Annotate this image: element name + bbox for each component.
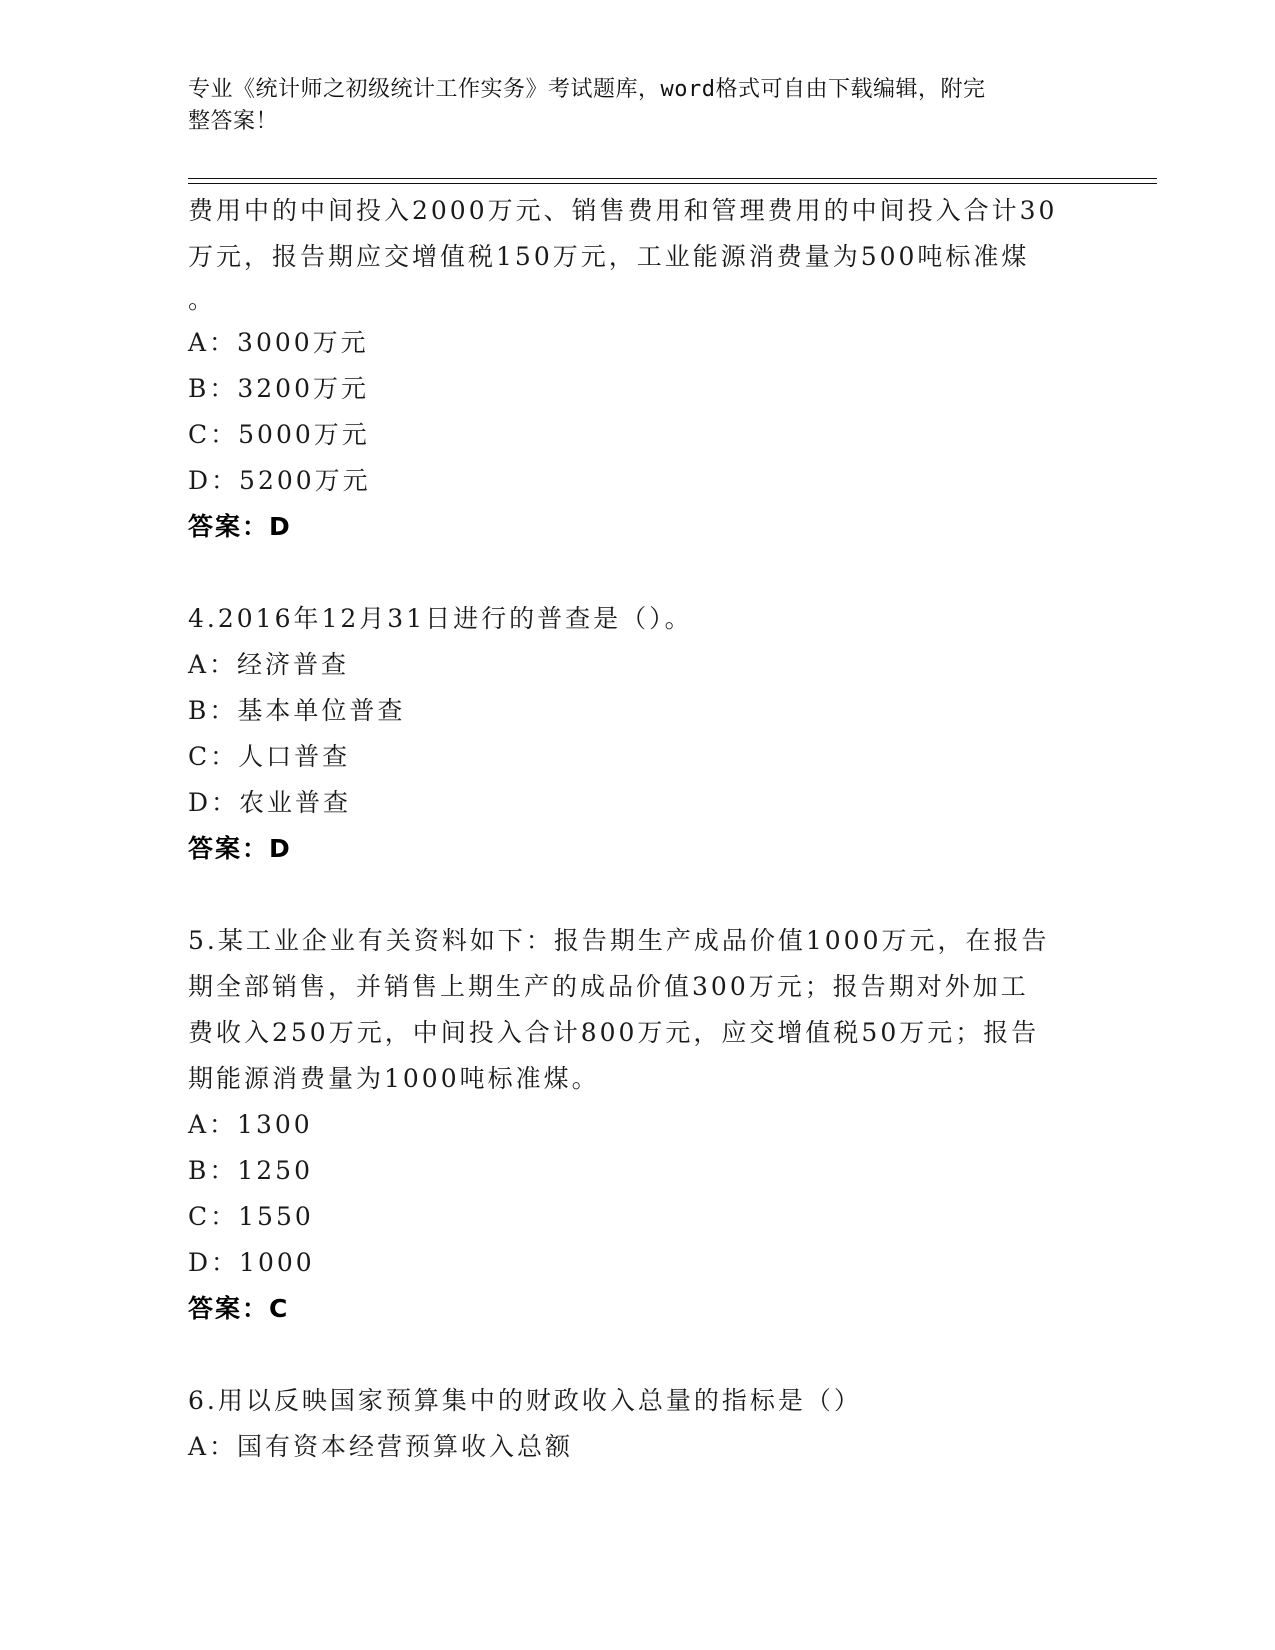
document-header <box>188 74 1088 138</box>
question-gap <box>188 872 1088 918</box>
question-5-option-d: D：1000 <box>188 1248 315 1277</box>
question-4-option-b: B：基本单位普查 <box>188 696 406 725</box>
question-4-text-line-1: 4.2016年12月31日进行的普查是（）。 <box>188 604 693 633</box>
question-4-answer: 答案：D <box>188 834 292 863</box>
question-list <box>188 188 1088 1470</box>
question-5-text-line-3: 费收入250万元，中间投入合计800万元，应交增值税50万元；报告 <box>188 1018 1040 1047</box>
header-line-2: 整答案！ <box>188 109 279 134</box>
question-gap <box>188 550 1088 596</box>
question-5-text-line-1: 5.某工业企业有关资料如下：报告期生产成品价值1000万元，在报告 <box>188 926 1050 955</box>
question-4-option-a: A：经济普查 <box>188 650 350 679</box>
header-line-1: 专业《统计师之初级统计工作实务》考试题库，word格式可自由下载编辑，附完 <box>188 77 986 102</box>
question-4 <box>188 596 1088 872</box>
question-3-text-line-3: 。 <box>188 285 217 314</box>
header-divider-top <box>188 178 1157 179</box>
header-divider-bottom <box>188 183 1157 184</box>
question-5-text-line-2: 期全部销售，并销售上期生产的成品价值300万元；报告期对外加工 <box>188 972 1029 1001</box>
question-4-option-c: C：人口普查 <box>188 742 351 771</box>
question-6-option-a: A：国有资本经营预算收入总额 <box>188 1432 574 1461</box>
question-5-option-c: C：1550 <box>188 1202 314 1231</box>
question-3-option-c: C：5000万元 <box>188 420 370 449</box>
question-4-option-d: D：农业普查 <box>188 788 352 817</box>
question-3-answer: 答案：D <box>188 512 292 541</box>
question-3 <box>188 188 1088 550</box>
question-5-answer: 答案：C <box>188 1294 290 1323</box>
question-3-option-b: B：3200万元 <box>188 374 369 403</box>
question-6-text-line-1: 6.用以反映国家预算集中的财政收入总量的指标是（） <box>188 1386 862 1415</box>
question-3-text-line-2: 万元，报告期应交增值税150万元，工业能源消费量为500吨标准煤 <box>188 242 1030 271</box>
question-5-option-b: B：1250 <box>188 1156 313 1185</box>
question-3-option-a: A：3000万元 <box>188 328 369 357</box>
question-5-option-a: A：1300 <box>188 1110 313 1139</box>
question-3-text-line-1: 费用中的中间投入2000万元、销售费用和管理费用的中间投入合计30 <box>188 196 1058 225</box>
question-3-option-d: D：5200万元 <box>188 466 371 495</box>
question-5 <box>188 918 1088 1332</box>
question-6 <box>188 1378 1088 1470</box>
question-gap <box>188 1332 1088 1378</box>
question-5-text-line-4: 期能源消费量为1000吨标准煤。 <box>188 1064 600 1093</box>
